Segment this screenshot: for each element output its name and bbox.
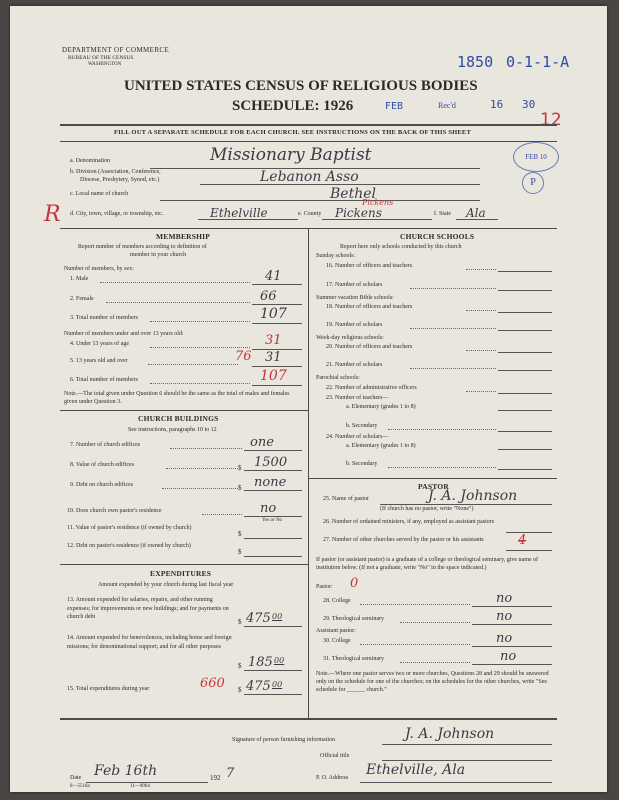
q20-label: 20. Number of officers and teachers (326, 344, 413, 350)
yes-no-hint: Yes or No (262, 518, 283, 523)
q22-line (498, 393, 552, 394)
membership-sub-1: Report number of members according to definition of (78, 244, 207, 250)
leader (400, 662, 470, 663)
q8-dollar: $ (238, 464, 242, 472)
q13-line (244, 626, 302, 627)
membership-note: Note.—The total given under Question 6 should be the same as the total of males and females given under Question 3. (64, 391, 290, 405)
q12-dollar: $ (238, 548, 242, 556)
leader (466, 391, 496, 392)
q17-label: 17. Number of scholars (326, 282, 383, 288)
q1-line (252, 284, 302, 285)
rule (60, 718, 557, 720)
red-mark-number: 12 (540, 110, 562, 130)
q27-label: 27. Number of other churches served by the pastor or his assistants (323, 537, 484, 543)
rule (60, 124, 557, 126)
signature-value: J. A. Johnson (405, 726, 495, 742)
q25-label: 25. Name of pastor (323, 496, 369, 502)
q10-value: no (260, 501, 277, 516)
stamp-recd: Rec'd (438, 101, 456, 110)
age-note: Number of members under and over 13 years old: (64, 331, 184, 337)
instruction-line: FILL OUT A SEPARATE SCHEDULE FOR EACH CHURCH. SEE INSTRUCTIONS ON THE BACK OF THIS SHEET (114, 129, 472, 136)
q7-value: one (250, 435, 274, 450)
denomination-value: Missionary Baptist (210, 145, 372, 165)
city-label: WASHINGTON (88, 62, 122, 67)
stamp-circle-text: FEB 10 (525, 153, 547, 161)
q1-value: 41 (265, 269, 282, 284)
expenditures-title: EXPENDITURES (150, 569, 212, 578)
q7-label: 7. Number of church edifices (70, 442, 141, 448)
q5-red-value: 76 (235, 349, 252, 364)
red-r-mark: R (44, 202, 61, 227)
column-divider (308, 228, 309, 718)
q30-value: no (496, 631, 513, 646)
q8-label: 8. Value of church edifices (70, 462, 135, 468)
year-prefix: 192 (210, 774, 221, 782)
leader (170, 448, 242, 449)
leader (150, 383, 250, 384)
q4-value: 31 (265, 333, 282, 348)
leader (388, 429, 496, 430)
q2-value: 66 (260, 289, 277, 304)
leader (100, 282, 250, 283)
q22-label: 22. Number of administrative officers (326, 385, 417, 391)
q25-note: (If church has no pastor, write "None") (380, 506, 474, 512)
year-value: 7 (226, 766, 235, 781)
parochial-label: Parochial schools: (316, 375, 360, 381)
q16-label: 16. Number of officers and teachers (326, 263, 413, 269)
denomination-label: a. Denomination (70, 158, 110, 164)
q25-line (380, 504, 552, 505)
q11-dollar: $ (238, 530, 242, 538)
q20-line (498, 352, 552, 353)
bureau-label: BUREAU OF THE CENSUS (68, 55, 134, 61)
q31-line (472, 664, 552, 665)
stamp-p-text: P (530, 177, 536, 188)
pastor-title: PASTOR (418, 482, 449, 491)
q31-value: no (500, 649, 517, 664)
q19-label: 19. Number of scholars (326, 322, 383, 328)
q19-line (498, 330, 552, 331)
q24b-line (498, 469, 552, 470)
q13-label: 13. Amount expended for salaries, repairs, and other running expenses; for improvements or new buildings; and for payments on church debt (67, 597, 229, 620)
division-value: Lebanon Asso (260, 169, 359, 185)
leader (466, 310, 496, 311)
rule (60, 410, 308, 411)
q9-label: 9. Debt on church edifices (70, 482, 134, 488)
q29-line (472, 624, 552, 625)
q3-label: 3. Total number of members (70, 315, 138, 321)
q30-label: 30. College (323, 638, 351, 644)
buildings-title: CHURCH BUILDINGS (138, 414, 219, 423)
q24b-label: b. Secondary (346, 461, 378, 467)
q14-line (244, 670, 302, 671)
q15-red-value: 660 (200, 676, 225, 691)
q11-label: 11. Value of pastor's residence (if owned by church) (67, 525, 192, 531)
q24a-label: a. Elementary (grades 1 to 8) (346, 443, 416, 449)
q18-label: 18. Number of officers and teachers (326, 304, 413, 310)
q4-label: 4. Under 13 years of age (70, 341, 129, 347)
q12-line (244, 556, 302, 557)
rule (60, 141, 557, 142)
expenditures-sub: Amount expended by your church during last fiscal year (98, 582, 234, 588)
q14-label: 14. Amount expended for benevolences, including home and foreign missions; for denominational support; and for all other purposes (67, 635, 232, 650)
division-label-2: Diocese, Presbytery, Synod, etc.) (80, 177, 160, 183)
signature-line (382, 744, 552, 745)
q16-line (498, 271, 552, 272)
q3-value: 107 (260, 306, 287, 322)
po-address-line (360, 782, 552, 783)
q28-label: 28. College (323, 598, 351, 604)
q13-dollar: $ (238, 618, 242, 626)
schools-title: CHURCH SCHOOLS (400, 232, 475, 241)
q27-value: 4 (518, 533, 527, 548)
q21-label: 21. Number of scholars (326, 362, 383, 368)
pastor-label: Pastor: (316, 584, 333, 590)
official-title-label: Official title (320, 753, 350, 759)
q23-label: 23. Number of teachers— (326, 395, 389, 401)
stamp-feb: FEB (385, 101, 404, 112)
leader (360, 644, 470, 645)
assistant-label: Assistant pastor: (316, 628, 356, 634)
q23a-line (498, 410, 552, 411)
rule (60, 564, 308, 565)
q31-label: 31. Theological seminary (323, 656, 385, 662)
leader (148, 364, 238, 365)
q15-dollar: $ (238, 686, 242, 694)
q28-value: no (496, 591, 513, 606)
state-label: f. State (434, 211, 451, 217)
q9-value: none (254, 475, 287, 490)
q28-line (472, 606, 552, 607)
q5-label: 5. 13 years old and over (70, 358, 128, 364)
city-label: d. City, town, village, or township, etc. (70, 211, 164, 217)
rule (308, 478, 557, 479)
date-line (86, 782, 208, 783)
q9-dollar: $ (238, 484, 242, 492)
q24-label: 24. Number of scholars— (326, 434, 389, 440)
q14-cents: 00 (274, 656, 285, 665)
leader (150, 347, 250, 348)
q23a-label: a. Elementary (grades 1 to 8) (346, 404, 416, 410)
q8-line (244, 470, 302, 471)
date-value: Feb 16th (94, 763, 158, 779)
q13-value: 475 (246, 611, 271, 626)
q2-label: 2. Female (70, 296, 94, 302)
dept-label: DEPARTMENT OF COMMERCE (62, 46, 170, 54)
official-title-line (382, 760, 552, 761)
q30-line (472, 646, 552, 647)
q26-line (506, 532, 552, 533)
q21-line (498, 370, 552, 371)
q18-line (498, 312, 552, 313)
q17-line (498, 290, 552, 291)
q6-value: 107 (260, 368, 287, 384)
q13-cents: 00 (272, 612, 283, 621)
form-number-2: 11—9064 (130, 784, 150, 789)
leader (150, 321, 250, 322)
code-1850: 1850 (457, 53, 494, 71)
leader (202, 514, 242, 515)
q10-label: 10. Does church own pastor's residence (67, 508, 162, 514)
q15-line (244, 694, 302, 695)
local-name-line (160, 200, 480, 201)
local-name-value: Bethel (330, 186, 376, 202)
q27-line (506, 550, 552, 551)
county-label: e. County (298, 211, 322, 217)
q5-line (252, 366, 302, 367)
form-number: 8—5518a (70, 784, 90, 789)
q10-line (244, 516, 302, 517)
q11-line (244, 538, 302, 539)
form-title: UNITED STATES CENSUS OF RELIGIOUS BODIES (124, 78, 478, 94)
q29-value: no (496, 609, 513, 624)
date-label: Date (70, 775, 82, 781)
division-label: b. Division (Association, Conference, (70, 169, 161, 175)
q1-label: 1. Male (70, 276, 89, 282)
q14-dollar: $ (238, 662, 242, 670)
schedule-title: SCHEDULE: 1926 (232, 98, 354, 114)
q15-value: 475 (246, 679, 271, 694)
pastor-note: Note.—Where one pastor serves two or more churches, Questions 28 and 29 should be answered only on the schedule for one of the churches; on the schedules for the other churches, write "See schedule for ______ church." (316, 671, 549, 693)
q6-label: 6. Total number of members (70, 377, 138, 383)
q15-cents: 00 (272, 680, 283, 689)
q15-label: 15. Total expenditures during year (67, 686, 150, 692)
leader (388, 467, 496, 468)
schools-sub: Report here only schools conducted by this church (340, 244, 462, 250)
leader (360, 604, 470, 605)
q8-value: 1500 (254, 455, 288, 470)
weekday-label: Week-day religious schools: (316, 335, 384, 341)
leader (400, 622, 470, 623)
q7-line (244, 450, 302, 451)
membership-sub-2: member in your church (130, 252, 187, 258)
sunday-label: Sunday schools: (316, 253, 356, 259)
graduate-note: If pastor (or assistant pastor) is a graduate of a college or theological seminary, give name of institution below. (If not a graduate, write "No" in the space indicated.) (316, 557, 539, 571)
stamp-year: 30 (522, 98, 536, 111)
leader (466, 350, 496, 351)
county-value: Pickens (335, 206, 382, 220)
q14-value: 185 (248, 655, 273, 670)
q23b-line (498, 431, 552, 432)
q2-line (252, 304, 302, 305)
q24a-line (498, 449, 552, 450)
city-value: Ethelville (210, 206, 268, 220)
leader (166, 468, 238, 469)
q29-label: 29. Theological seminary (323, 616, 385, 622)
stamp-p (522, 172, 544, 194)
q9-line (244, 490, 302, 491)
q3-line (252, 323, 302, 324)
q5-value: 31 (265, 350, 282, 365)
leader (466, 269, 496, 270)
leader (410, 328, 496, 329)
q6-line (252, 385, 302, 386)
by-sex-label: Number of members, by sex: (64, 266, 134, 272)
code-right: 0-1-1-A (506, 53, 570, 71)
summer-label: Summer vacation Bible schools: (316, 295, 394, 301)
po-address-value: Ethelville, Ala (366, 762, 466, 778)
leader (106, 302, 250, 303)
membership-title: MEMBERSHIP (156, 232, 211, 241)
signature-label: Signature of person furnishing information (232, 737, 335, 743)
pastor-red-mark: 0 (350, 576, 359, 591)
state-value: Ala (466, 206, 486, 220)
local-name-label: c. Local name of church (70, 191, 129, 197)
leader (410, 288, 496, 289)
leader (410, 368, 496, 369)
census-schedule-sheet (10, 6, 607, 792)
q25-value: J. A. Johnson (428, 488, 518, 504)
buildings-sub: See instructions, paragraphs 10 to 12 (128, 427, 217, 433)
leader (162, 488, 238, 489)
po-address-label: P. O. Address (316, 775, 349, 781)
stamp-day: 16 (490, 98, 504, 111)
q12-label: 12. Debt on pastor's residence (if owned by church) (67, 543, 191, 549)
county-value-red: Pickens (362, 198, 394, 207)
q26-label: 26. Number of ordained ministers, if any, employed as assistant pastors (323, 519, 495, 525)
stamp-circle (513, 142, 559, 172)
q23b-label: b. Secondary (346, 423, 378, 429)
